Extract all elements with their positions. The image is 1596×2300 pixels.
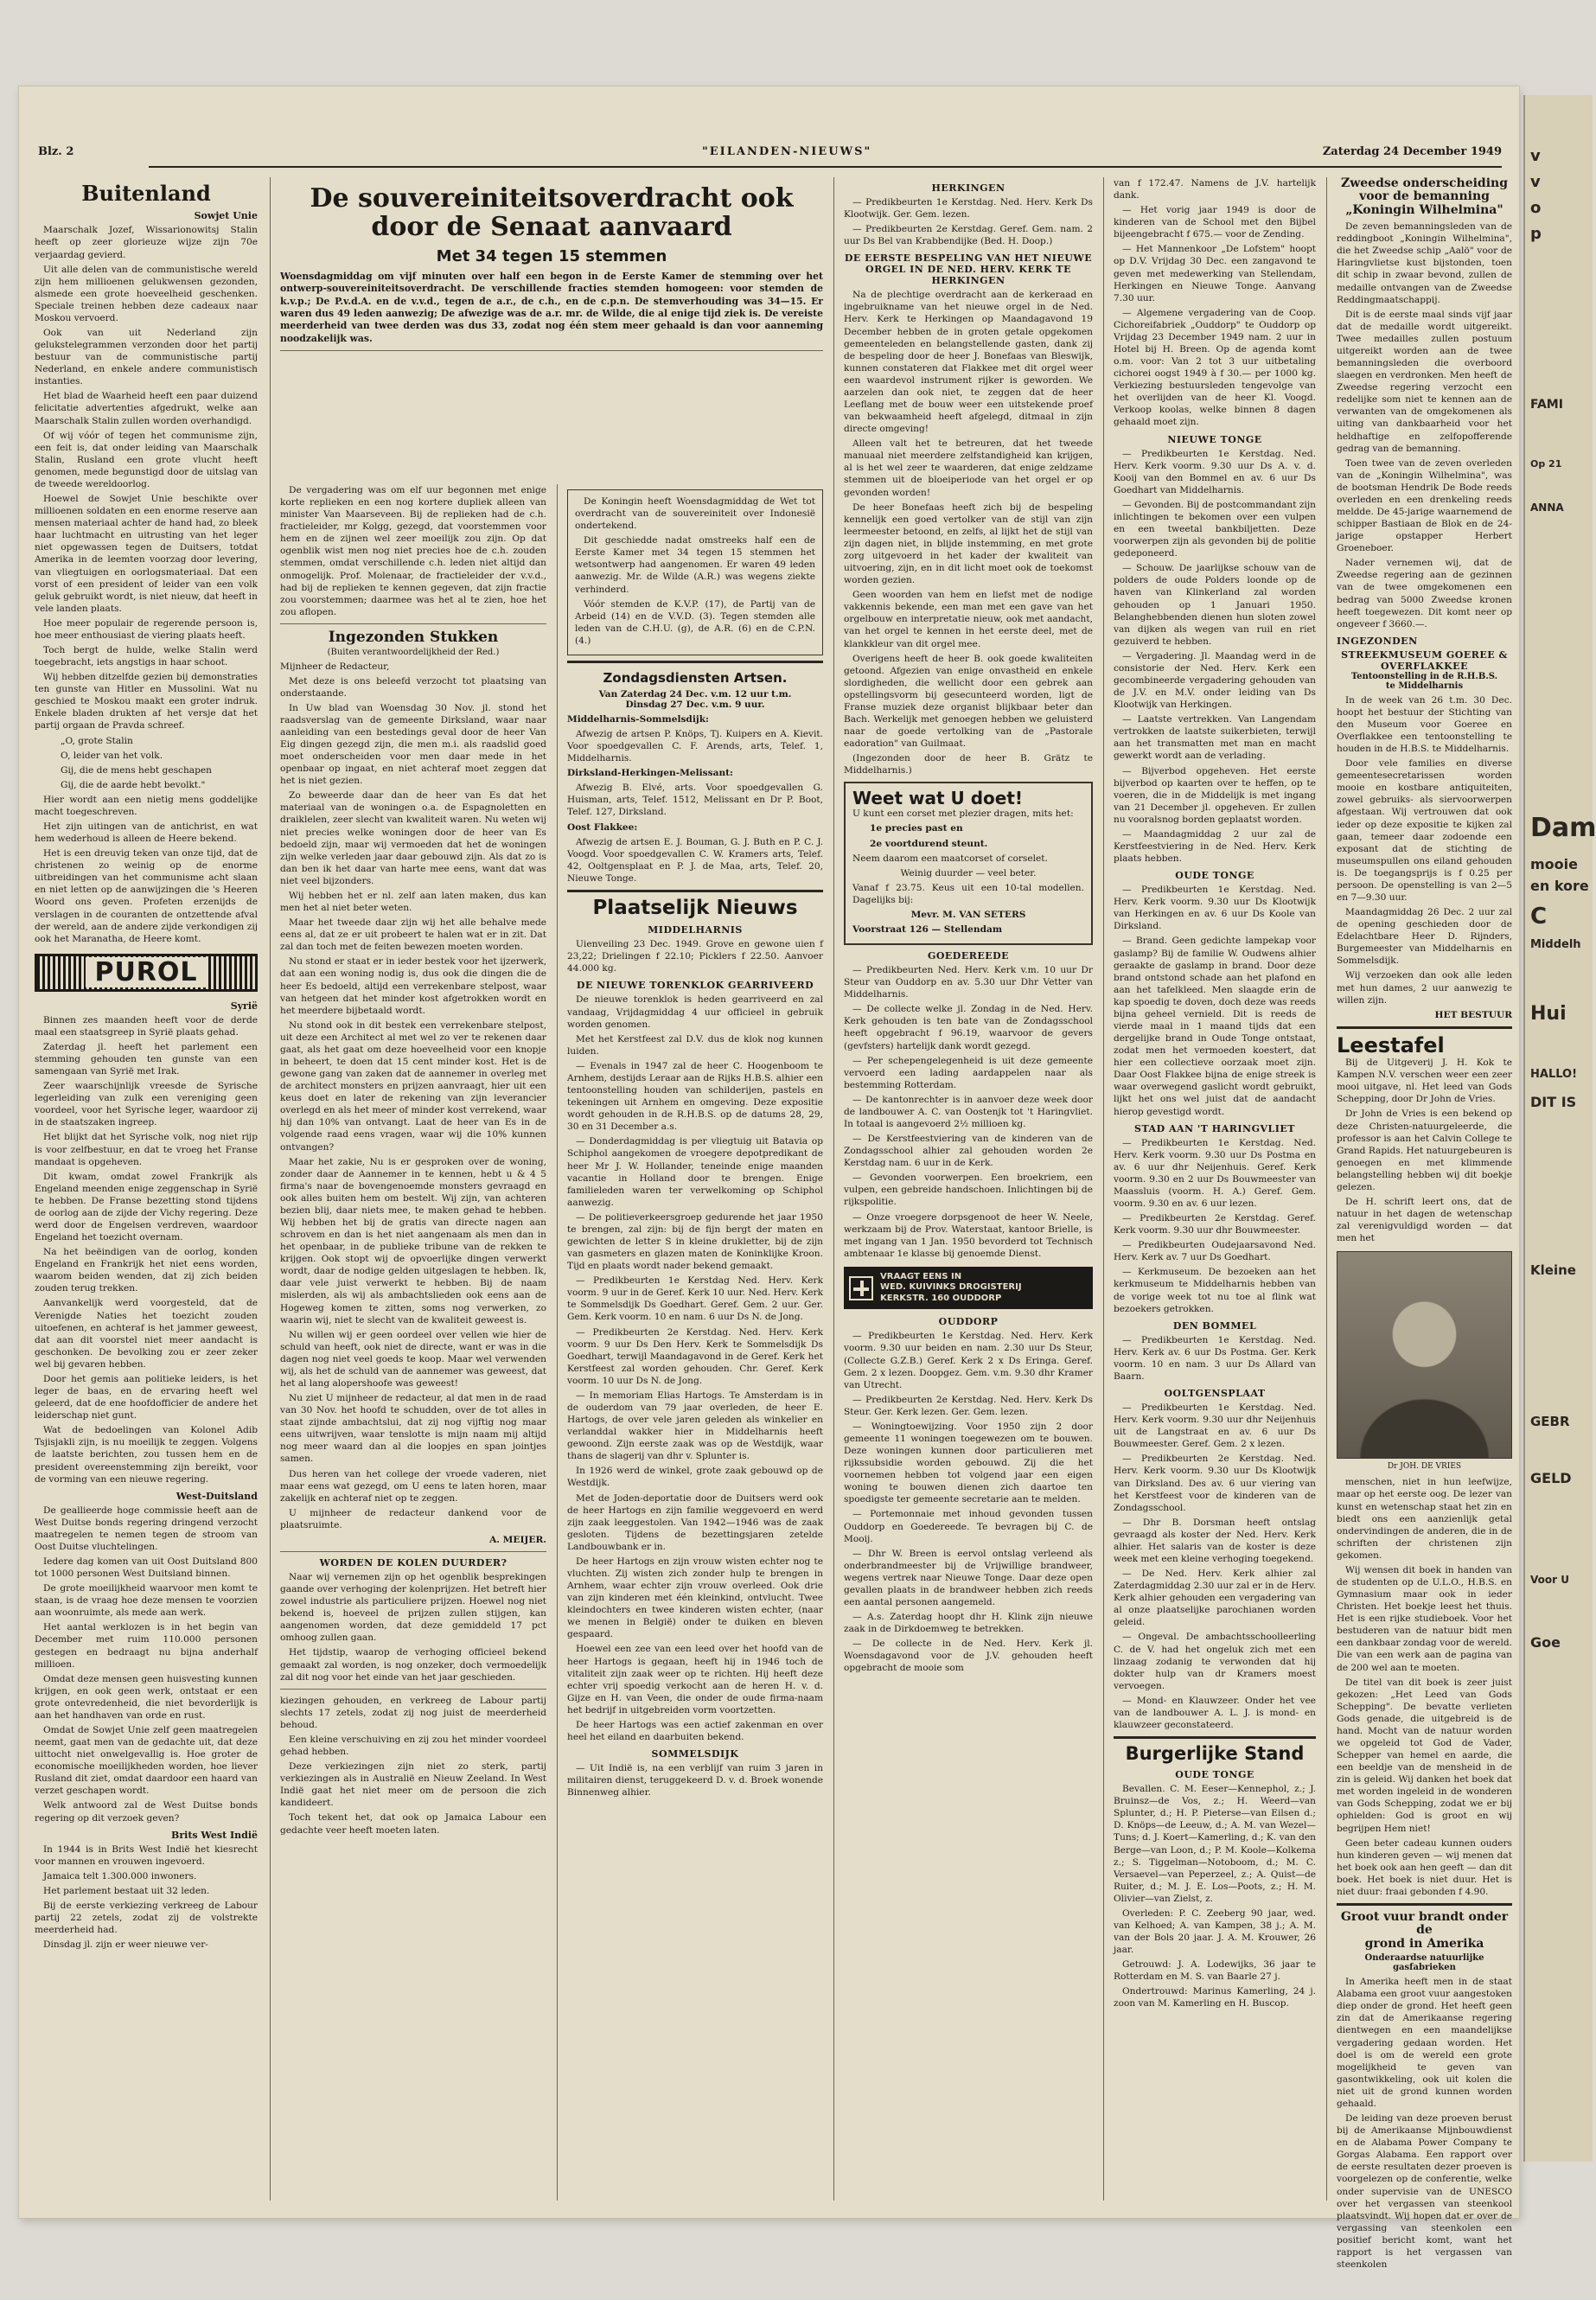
district-label: Oost Flakkee: — [567, 821, 638, 833]
paragraph: Dr John de Vries is een bekend op deze Christen-natuurgeleerde, die professor is aan het Calvin College te Grand Rapids. Het natuurgebeuren is genoegen en met klimmende belangstelling hebben wij dit boekje gelezen. — [1337, 1108, 1512, 1192]
paragraph: — Het Mannenkoor „De Lofstem" hoopt op D.V. Vrijdag 30 Dec. een zangavond te geven met medewerking van Stellendam, Herkingen en Nieuwe Tonge. Aanvang 7.30 uur. — [1114, 244, 1316, 303]
paragraph: Toch bergt de hulde, welke Stalin werd toegebracht, iets angstigs in haar schoot. — [35, 644, 258, 668]
edge-fragment: mooie — [1530, 856, 1578, 872]
paragraph: — Predikbeurten 2e Kerstdag. Ned. Herv. Kerk voorm. 9.30 uur Ds Klootwijk van Dirksland. Des av. 6 uur viering van het Kerstfeest voor de kinderen van de Zondagsschool. — [1114, 1453, 1316, 1513]
paragraph: Overigens heeft de heer B. ook goede kwaliteiten getoond. Afgezien van enige onvastheid en enkele slordigheden, die wellicht door een gebrek aan opstellingsvorm bij gesecunteerd worden, ligt de Franse muziek deze organist blijkbaar beter dan Bach. Werkelijk met genoegen hebben we geluisterd naar de goede vertolking van de „Pastorale eadoration" van Guilmaat. — [844, 653, 1093, 750]
corset-advertisement — [844, 782, 1093, 945]
edge-fragment: v — [1530, 147, 1541, 165]
paragraph: Hoe meer populair de regerende persoon is, hoe meer enthousiast de viering plaats heeft. — [35, 617, 258, 641]
paragraph: In Uw blad van Woensdag 30 Nov. jl. stond het raadsverslag van de gemeente Dirksland, waar naar aanleiding van een bestedings geval door de heer Van Eig dingen gezegd zijn, die men m.i. als raadslid goed moet onderscheiden voor men daar mede in het openbaar op ingaat, en niet achteraf moet zeggen dat het is niet gezien. — [280, 702, 546, 787]
subhead-herkingen: HERKINGEN — [931, 182, 1005, 194]
paragraph: — Woningtoewijzing. Voor 1950 zijn 2 door gemeente 11 woningen toegewezen om te bouwen. Deze woningen kunnen door particulieren met rijkssubsidie worden gebouwd. Zij die het voornemen hebben tot volgend jaar een eigen woning te bouwen dienen zich daartoe ten spoedigste ter gemeente secretarie aan te melden. — [844, 1421, 1093, 1505]
headline-zweedse-1: Zweedse onderscheiding — [1340, 176, 1508, 190]
paragraph: Het tijdstip, waarop de verhoging officieel bekend gemaakt zal worden, is nog onzeker, doch vermoedelijk zal dit nog voor het einde van het jaar geschieden. — [280, 1647, 546, 1683]
paragraph: Wat de bedoelingen van Kolonel Adib Tsjisjakli zijn, is nu moeilijk te zeggen. Volgens de laatste berichten, zou tussen hem en de president overeenstemming zijn bereikt, voor de vorming van een nieuwe regering. — [35, 1425, 258, 1485]
paragraph: Bij de eerste verkiezing verkreeg de Labour partij 22 zetels, zodat zij de volstrekte meerderheid had. — [35, 1900, 258, 1936]
paragraph: Toch tekent het, dat ook op Jamaica Labour een gedachte veer heeft moeten laten. — [280, 1812, 546, 1836]
paragraph: Zeer waarschijnlijk vreesde de Syrische legerleiding van zulk een vereniging geen voordeel, voor het Syrische leger, waardoor zij in de staatszaken ingreep. — [35, 1081, 258, 1128]
column-zweedse-leestafel — [1331, 176, 1517, 2270]
red-cross-icon — [849, 1276, 873, 1300]
headline-groot-vuur-1: Groot vuur brandt onder de — [1340, 1910, 1509, 1938]
paragraph: — In memoriam Elias Hartogs. Te Amsterdam is in de ouderdom van 79 jaar overleden, de heer E. Hartogs, de over vele jaren geleden als winkelier en verlanddal wakker hier in Middelharnis heeft gewoond. Zijn eerste zaak was op de Westdijk, waar thans de slagerij van dhr v. Splunter is. — [567, 1390, 823, 1462]
paragraph: Naar wij vernemen zijn op het ogenblik besprekingen gaande over verhoging der kolenprijzen. Het betreft hier zowel industrie als particuliere prijzen. Hoewel nog niet bekend is, hoeveel de prijzen zullen stijgen, kan aangenomen worden, dat deze gemiddeld 17 pct omhoog zullen gaan. — [280, 1572, 546, 1644]
headline-line-1: De souvereiniteitsoverdracht ook — [310, 183, 794, 214]
paragraph: Maandagmiddag 26 Dec. 2 uur zal de opening geschieden door de Edelachtbare Heer D. Rijnders, Burgemeester van Middelharnis en Sommelsdijk. — [1337, 907, 1512, 967]
paragraph: Wij hebben het er nl. zelf aan laten maken, dus kan men het al niet beter weten. — [280, 890, 546, 914]
paragraph: (Ingezonden door de heer B. Grätz te Middelharnis.) — [844, 753, 1093, 776]
paragraph: Aanvankelijk werd voorgesteld, dat de Verenigde Naties het toezicht zouden uitoefenen, en achteraf is het jammer geweest, dat aan dit voorstel niet meer aandacht is geschonken. De bevolking zou er zeer zeker wel bij gevaren hebben. — [35, 1298, 258, 1370]
paragraph: Dus heren van het college der vroede vaderen, niet maar eens wat gezegd, om U eens te laten horen, maar zakelijk en achteraf niet op te zeggen. — [280, 1468, 546, 1504]
section-title-plaatselijk-nieuws: Plaatselijk Nieuws — [592, 896, 798, 919]
rule — [1337, 1903, 1512, 1906]
subhead-streekmuseum: STREEKMUSEUM GOEREE & — [1341, 648, 1508, 661]
paragraph: Maarschalk Jozef, Wissarionowitsj Stalin heeft op zeer glorieuze wijze zijn 70e verjaardag gevierd. — [35, 225, 258, 260]
paragraph: — Predikbeurten 2e Kerstdag. Ned. Herv. Kerk voorm. 9 uur Ds Den Herv. Kerk te Sommelsdijk Ds Goedhart, terwijl Maandagavond in de Geref. Kerk het Kerstfeest zal worden gehouden. Chr. Geref. Kerk voorm. 10 uur Ds N. de Jong. — [567, 1326, 823, 1386]
paragraph: — Bijverbod opgeheven. Het eerste bijverbod op kaarten over te heffen, op te voeren, die in de Middelijk is met ingang van 21 December jl. opgeheven. Er zullen nu vooralsnog borden geplaatst worden. — [1114, 765, 1316, 825]
column-senaat-ingezonden — [275, 484, 552, 2201]
paragraph: — Kerkmuseum. De bezoeken aan het kerkmuseum te Middelharnis hebben van de vorige week tot nu toe al flink wat bezoekers getrokken. — [1114, 1267, 1316, 1314]
paragraph: — Predikbeurten 1e Kerstdag. Ned. Herv. Kerk voorm. 9.30 uur Ds Postma en av. 6 uur dhr Neijenhuis. Geref. Kerk voorm. 9.30 en 2 uur Ds Bouwmeester van Maassluis (voorm. H. A.) Geref. Gem. voorm. 9.30 en av. 6 uur lezen. — [1114, 1137, 1316, 1210]
paragraph: In 1944 is in Brits West Indië het kiesrecht voor mannen en vrouwen ingevoerd. — [35, 1843, 258, 1867]
section-title-leestafel: Leestafel — [1337, 1032, 1445, 1057]
paragraph: Het zijn uitingen van de antichrist, en wat hem wederhoud is alleen de Heere bekend. — [35, 821, 258, 845]
paragraph: — Predikbeurten 2e Kerstdag. Geref. Kerk voorm. 9.30 uur dhr Bouwmeester. — [1114, 1213, 1316, 1236]
koningin-box — [567, 489, 823, 655]
paragraph: — Algemene vergadering van de Coop. Cichoreifabriek „Ouddorp" te Ouddorp op Vrijdag 23 December 1949 nam. 2 uur in Hotel bij H. Breen. Op de agenda komt o.m. voor: Van 2 tot 3 uur uitbetaling cichorei oogst 1949 à f 30.— per 1000 kg. Verkiezing bestuursleden tengevolge van het overlijden van de heer Kl. Voogd. Verkoop koolas, welke binnen 8 dagen gehaald moet zijn. — [1114, 307, 1316, 428]
paragraph: Afwezig B. Elvé, arts. Voor spoedgevallen G. Huisman, arts, Telef. 1512, Melissant en Dr P. Boot, Telef. 127, Dirksland. — [567, 783, 823, 818]
paragraph: Zaterdag jl. heeft het parlement een stemming gehouden ten gunste van een samengaan van Syrië met Irak. — [35, 1041, 258, 1077]
paragraph: — Evenals in 1947 zal de heer C. Hoogenboom te Arnhem, destijds Leraar aan de Rijks H.B.S. alhier een tentoonstelling houden van schilderijen, pastels en tekeningen uit Arnhem en omgeving. Deze expositie wordt gehouden in de R.H.B.S. op de datums 28, 29, 30 en 31 December a.s. — [567, 1060, 823, 1133]
paragraph: De Koningin heeft Woensdagmiddag de Wet tot overdracht van de souvereiniteit over Indonesië ondertekend. — [575, 496, 815, 532]
rule — [280, 1689, 546, 1690]
paragraph: — Gevonden. Bij de postcommandant zijn inlichtingen te bekomen over een vulpen en een tweetal bankbiljetten. Deze voorwerpen zijn als gevonden bij de politie gedeponeerd. — [1114, 499, 1316, 559]
subhead-west-duitsland: West-Duitsland — [176, 1490, 258, 1502]
paragraph: De leiding van deze proeven berust bij de Amerikaanse Mijnbouwdienst en de Alabama Power Company te Gorgas Alabama. Een rapport over de eerste resultaten dezer proeven is voorgelezen op de conferentie, welke onder supervisie van de UNESCO over het vergassen van steenkool plaatsvindt. Wij hopen dat er over de vergassing van steenkolen een positief bericht komt, want het rapport is het vergassen van steenkolen — [1337, 2113, 1512, 2270]
paragraph: Getrouwd: J. A. Lodewijks, 36 jaar te Rotterdam en M. S. van Baarle 27 j. — [1114, 1959, 1316, 1983]
poem-line: Gij, die de mens hebt geschapen — [61, 764, 212, 776]
page-number: Blz. 2 — [38, 145, 74, 158]
ad-text: 2e voortdurend steunt. — [870, 838, 988, 849]
rule — [567, 890, 823, 892]
paragraph: Nu stond ook in dit bestek een verrekenbare stelpost, uit deze een Architect al met wel zo ver te rekenen daar gaat, als het gaat om deze hoeveelheid voor een knopje in beheert, te doen dat 15 cent minder kost. Het is de gewone gang van zaken dat de aannemer in overleg met de architect monsters en prijzen aanvraagt, hier uit een keus doet en later de rekening van zijn leverancier overlegd en als het meer of minder kost verrekend, waar hij dan 10% van ontvangt. Laat de heer van Es in de volgende raad eens vragen, waar wij die 10% kunnen ontvangen? — [280, 1019, 546, 1153]
paragraph: Ook van uit Nederland zijn gelukstelegrammen verzonden door het partij bestuur van de communistische partij Nederland, en enkele andere communistisch instanties. — [35, 328, 258, 387]
paragraph: Maar het zakie, Nu is er gesproken over de woning, zonder daar de Aannemer in te kennen, hebt u & 4 5 firma's naar de bovengenoemde monsters gevraagd en ook alles buiten hem om bestelt. Wij zijn, van achteren bezien blij, daar niets mee, te maken gehad te hebben. Wij hebben het bij de gratis van directe nagen aan schrovem en dan is het niet aangenaam als men dan in het openbaar, in de publieke tribune van de rekken te krijgen. Ook stopt wij de opvoerlijke dingen verwerkt wordt, daar de nodige gelden uitgeslagen te hebben. Ik, daar vele juist verwerkt te hebben. Bij de naam mislerden, als wij als ambachtslieden ook eens aan de Hogeweg komen te zitten, soms nog verwerken, zo waarin wij, niet te slecht van de kwaliteit geweest is. — [280, 1156, 546, 1326]
signature: HET BESTUUR — [1434, 1009, 1512, 1020]
ad-shop-address: Voorstraat 126 — Stellendam — [852, 923, 1003, 935]
paragraph: — A.s. Zaterdag hoopt dhr H. Klink zijn nieuwe zaak in de Dirkdoemweg te betrekken. — [844, 1612, 1093, 1635]
paragraph: Hoewel de Sowjet Unie beschikte over millioenen soldaten en een enorme reserve aan mensen materiaal achter de hand had, zo bleek haar luchtmacht en uitrusting van het leger niet opgewassen tegen de Duitsers, totdat Amerika in de leemten voorzag door levering, van vliegtuigen en oorlogsmateriaal. Dat een vorst of een president of leider van een volk geluk gebruikt wordt, is niet nieuw, dat heeft in vele landen plaats. — [35, 494, 258, 614]
paragraph: Het parlement bestaat uit 32 leden. — [43, 1885, 210, 1896]
edge-fragment: o — [1530, 199, 1542, 217]
edge-fragment: FAMI — [1530, 398, 1563, 412]
paragraph: In 1926 werd de winkel, grote zaak gebouwd op de Westdijk. — [567, 1466, 823, 1489]
paragraph: — De kantonrechter is in aanvoer deze week door de landbouwer A. C. van Oostenjk tot 't Haringvliet. In totaal is aangevoerd 2½ millioen kg. — [844, 1094, 1093, 1129]
issue-date: Zaterdag 24 December 1949 — [1322, 145, 1502, 158]
headline-souvereiniteit — [275, 177, 828, 480]
paragraph: Het aantal werklozen is in het begin van December met ruim 110.000 personen gestegen en bedraagt nu bijna anderhalf millioen. — [35, 1622, 258, 1670]
subhead-middelharnis: MIDDELHARNIS — [648, 924, 743, 936]
portrait-photo — [1337, 1251, 1512, 1459]
ad-line: KERKSTR. 160 OUDDORP — [880, 1293, 1002, 1303]
paragraph: Toen twee van de zeven overleden van de „Koningin Wilhelmina", was de bootsman Hendrik De Bode reeds overleden en een drenkeling reeds meldde. De 45-jarige waarnemend de schipper Bastiaan de Blok en de 24-jarige opstapper Herbert Groeneboer. — [1337, 457, 1512, 554]
paragraph: — Gevonden voorwerpen. Een broekriem, een vulpen, een gebreide handschoen. Inlichtingen bij de rijkspolitie. — [844, 1172, 1093, 1208]
paragraph: — Laatste vertrekken. Van Langendam vertrokken de laatste suikerbieten, terwijl aan het transmatten met man en macht gewerkt wordt aan de verlading. — [1114, 714, 1316, 762]
section-title-buitenland: Buitenland — [81, 181, 211, 206]
newspaper-page — [19, 86, 1519, 2270]
subtitle-groot-vuur: Onderaardse natuurlijke gasfabrieken — [1364, 1953, 1484, 1973]
paragraph: In de week van 26 t.m. 30 Dec. hoopt het bestuur der Stichting van den Museum voor Goeree en Overflakkee een tentoonstelling te houden in de H.B.S. te Middelharnis. — [1337, 694, 1512, 755]
paragraph: — Het vorig jaar 1949 is door de kinderen van de School met den Bijbel bijeengebracht f 675.— voor de Zending. — [1114, 205, 1316, 240]
edge-fragment: Op 21 — [1530, 458, 1562, 470]
subhead-stad-aan-t-haringvliet: STAD AAN 'T HARINGVLIET — [1134, 1122, 1295, 1134]
paragraph: Wij wensen dit boek in handen van de studenten op de U.L.O., H.B.S. en Gymnasium maar ook in ieder Christen. Het boekje leest het thuis. Het is een rijke studieboek. Voor het bestuderen van de natuur bidt men een dankbaar zondag voor de wereld. Die van een werk aan de pagina van de 200 wel aan te moeten. — [1337, 1564, 1512, 1673]
zondagsdiensten-period: Dinsdag 27 Dec. v.m. 9 uur. — [625, 699, 765, 710]
subhead-ooltgensplaat: OOLTGENSPLAAT — [1164, 1388, 1266, 1400]
paragraph: Binnen zes maanden heeft voor de derde maal een staatsgreep in Syrië plaats gehad. — [35, 1014, 258, 1038]
paragraph: menschen, niet in hun leefwijze, maar op het eerste oog. De lezer van kunst en wetenschap staat het zin en biedt ons een aanzienlijk getal ondervindingen de anderen, die in de schriften der christenen zijn gekomen. — [1337, 1477, 1512, 1561]
ad-text: Neem daarom een maatcorset of corselet. — [852, 853, 1048, 864]
paragraph: Met deze is ons beleefd verzocht tot plaatsing van onderstaande. — [280, 675, 546, 699]
column-zondagsdiensten-plaatselijk — [562, 484, 828, 2201]
edge-fragment: Dam — [1530, 813, 1596, 843]
subhead-oude-tonge: OUDE TONGE — [1175, 1769, 1254, 1781]
paragraph: — Predikbeurten 1e Kerstdag Ned. Herv. Kerk voorm. 9 uur in de Geref. Kerk 10 uur. Ned. Herv. Kerk te Sommelsdijk Ds Goedhart. Geref. Gem. 2 uur. Ger. Gem. Kerk voorm. 10 en nam. 6 uur Ds N. de Jong. — [567, 1275, 823, 1323]
edge-fragment: Voor U — [1530, 1574, 1569, 1586]
paragraph: In Amerika heeft men in de staat Alabama een groot vuur aangestoken diep onder de grond. Het heeft geen zin dat de Amerikaanse regering dientwegen en een maandelijkse vergadering gedaan worden. Het doel is om de wereld een grote mogelijkheid te geven van gasontwikkeling, ook uit kolen die niet uit de grond kunnen worden gehaald. — [1337, 1977, 1512, 2109]
ad-text: 1e precies past en — [870, 823, 963, 834]
paragraph: Hoewel een zee van een leed over het hoofd van de heer Hartogs is gegaan, heeft hij in 1946 toch de vitaliteit zijn zaak weer op te richten. Hij heeft deze echter vrij spoedig verkocht aan de heren H. v. d. Gijze en H. van Veen, die onder de oude firma-naam het bedrijf in uitgebreiden vorm voortzetten. — [567, 1644, 823, 1715]
district-label: Middelharnis-Sommelsdijk: — [567, 713, 709, 725]
paragraph: Overleden: P. C. Zeeberg 90 jaar, wed. van Kelhoed; A. van Kampen, 38 j.; A. M. van der Bols 20 jaar. J. A. M. Krouwer, 26 jaar. — [1114, 1907, 1316, 1956]
subhead-goedereede: GOEDEREEDE — [927, 950, 1010, 962]
paragraph: — Ongeval. De ambachtsschoolleerling C. de V. had het ongeluk zich met een linzaag zodanig te verwonden dat hij dokter hulp van dr Kramers moest vervoegen. — [1114, 1632, 1316, 1691]
edge-fragment: HALLO! — [1530, 1068, 1578, 1081]
paragraph: — Schouw. De jaarlijkse schouw van de polders de oude Polders loonde op de haven van Klinkerland zal worden gehouden op 1 Januari 1950. Belanghebbenden dienen hun sloten zowel van dijken als wegen van ruil en riet gezuiverd te hebben. — [1114, 563, 1316, 647]
paragraph: — Predikbeurten 1e Kerstdag. Ned. Herv. Kerk voorm. 9.30 uur Ds Klootwijk van Herkingen en av. 6 uur Ds Koole van Dirksland. — [1114, 885, 1316, 932]
subhead-den-bommel: DEN BOMMEL — [1172, 1319, 1257, 1332]
paragraph: De heer Bonefaas heeft zich bij de bespeling kennelijk een goed vertolker van de stijl van zijn leermeester betoond, en zelfs, al lijkt het de stijl van zijn dagen niet, in blijde instemming, en met grote zorg uitgevoerd in het kader der kwaliteit van uitvoering, zijn, en in dit licht moet ook de toekomst worden gezien. — [844, 502, 1093, 586]
paragraph: De zeven bemanningsleden van de reddingboot „Koningin Wilhelmina", die het Zweedse schip „Aalö" voor de Haringvlietse kust bijstonden, toen dit schip in zwaar bevond, zullen de medaille ontvangen van de Zweedse Reddingmaatschappij. — [1337, 221, 1512, 305]
paragraph: Mijnheer de Redacteur, — [280, 661, 390, 672]
paragraph: — De Kerstfeestviering van de kinderen van de Zondagsschool alhier zal gehouden worden 2e Kerstdag nam. 6 uur in de Kerk. — [844, 1134, 1093, 1169]
paragraph: De nieuwe torenklok is heden gearriveerd en zal vandaag, Vrijdagmiddag 4 uur officieel in gebruik worden genomen. — [567, 994, 823, 1030]
zondagsdiensten-period: Van Zaterdag 24 Dec. v.m. 12 uur t.m. — [598, 688, 792, 700]
paragraph: Alleen valt het te betreuren, dat het tweede manuaal niet meerdere zelfstandigheid kan krijgen, al is het wel zeer te waarderen, dat enige zeldzame stemmen uit de bloeiperiode van het orgel er op gevonden worden! — [844, 438, 1093, 498]
edge-fragment: ANNA — [1530, 502, 1564, 514]
paragraph: Afwezig de artsen P. Knöps, Tj. Kuipers en A. Kievit. Voor spoedgevallen C. F. Arends, arts, Telef. 1, Middelharnis. — [567, 729, 823, 764]
paragraph: — Predikbeurten 1e Kerstdag. Ned. Herv. Kerk Ds Klootwijk. Ger. Gem. lezen. — [844, 197, 1093, 220]
paragraph: Maar het tweede daar zijn wij het alle behalve mede eens al, dat ze er uit probeert te halen wat er in zit. Dat zal dan toch met de feiten bewezen moeten worden. — [280, 917, 546, 953]
paragraph: Afwezig de artsen E. J. Bouman, G. J. Buth en P. C. J. Voogd. Voor spoedgevallen C. W. Kramers arts, Telef. 42, Ooltgensplaat en P. J. de Maa, arts, Telef. 20, Nieuwe Tonge. — [567, 836, 823, 884]
paragraph: Uienveiling 23 Dec. 1949. Grove en gewone uien f 23,22; Drielingen f 22.10; Picklers f 22.50. Aanvoer 44.000 kg. — [567, 939, 823, 974]
column-buitenland — [29, 177, 263, 2201]
paragraph: Iedere dag komen van uit Oost Duitsland 800 tot 1000 personen West Duitsland binnen. — [35, 1556, 258, 1580]
paragraph: Na het beëindigen van de oorlog, konden Engeland en Frankrijk het niet eens worden, waarom beiden wenden, dat zij zich beiden zouden terug trekken. — [35, 1247, 258, 1294]
header-rule — [149, 166, 1502, 168]
paragraph: Na de plechtige overdracht aan de kerkeraad en ingebruikname van het nieuwe orgel in de Ned. Herv. Kerk te Herkingen op Maandagavond 19 December hebben de in groten getale opgekomen gemeenteleden en belangstellende gasten, dank zij de bespeling door de heer J. Bonefaas van Bleswijk, kunnen constateren dat Flakkee met dit orgel weer een waardevol instrument rijker is geworden. We aarzelen dan ook niet, te zeggen dat de heer Leeflang met de bouw weer een uitstekende proef van bekwaamheid heeft afgelegd, ditmaal in zijn directe omgeving! — [844, 290, 1093, 435]
paragraph: Het is een dreuvig teken van onze tijd, dat de christenen zo weinig op de enorme uitbreidingen van het communisme acht slaan en niet letten op de aanwijzingen die 's Heeren Woord ons geven. Profeten erzenijds de verslagen in de couranten de ontzettende afval der wereld, aan de andere zijde verkondigen zij ook het Maranatha, de Heere komt. — [35, 848, 258, 944]
purol-logo-text: PUROL — [86, 957, 206, 987]
column-herkingen-goedereede — [839, 177, 1098, 2201]
column-rule — [270, 177, 271, 2201]
paragraph: Welk antwoord zal de West Duitse bonds regering op dit verzoek geven? — [35, 1800, 258, 1824]
edge-fragment: Middelh — [1530, 938, 1581, 951]
paragraph: Wij hebben ditzelfde gezien bij demonstraties ten gunste van Hitler en Mussolini. Wat nu geschied te Moskou maakt een groter indruk. Enkele bladen drukten af het versje dat het partij orgaan de Pravda schreef. — [35, 672, 258, 732]
subhead-torenklok: DE NIEUWE TORENKLOK GEARRIVEERD — [576, 980, 814, 992]
headline-zweedse-3: „Koningin Wilhelmina" — [1345, 202, 1503, 217]
edge-fragment: v — [1530, 173, 1541, 191]
paragraph: De vergadering was om elf uur begonnen met enige korte replieken en een nog kortere dupliek alleen van minister Van Maarseveen. Bij de replieken had de c.h. fractieleider, mr Kolgg, gezegd, dat voorstemmen voor hem en de zijnen wel zeer moeilijk zou zijn. Op dat ogenblik wist men nog niet precies hoe de c.h. zouden stemmen, omdat verschillende c.h. leden niet altijd dan onmogelijk. Prof. Molenaar, de fractieleider der v.v.d., had bij de replieken te kennen gegeven, dat zijn fractie zou voorstemmen; daarmee was het al te zien, hoe het zou aflopen. — [280, 485, 546, 617]
paragraph: Nu willen wij er geen oordeel over vellen wie hier de schuld van heeft, ook niet de directe, want er was in die dagen nog niet veel goeds te koop. Maar wel verwenden wij, als het de schuld van de aannemer was geweest, dat het al lang alopershoofe was geweest! — [280, 1329, 546, 1389]
paragraph: Ondertrouwd: Marinus Kamerling, 24 j. zoon van M. Kamerling en H. Buscop. — [1114, 1986, 1316, 2009]
paragraph: Nu stond er staat er in ieder bestek voor het ijzerwerk, dat aan een woning nodig is, dus ook die dingen die de heer Es bedoeld, altijd een verrekenbare stelpost, waar van hetgeen dat het minder kost afgetrokken wordt en het meerdere bijbetaald wordt. — [280, 956, 546, 1016]
paragraph: — De politieverkeersgroep gedurende het jaar 1950 te brengen, zal zijn: bij de fijn bergt der maten en gewichten de letter S in kleine drukletter, bij de zijn van gasmeters en glazen maten de Koninklijke Kroon. Tijd en plaats wordt nader bekend gemaakt. — [567, 1211, 823, 1272]
paragraph: — Portemonnaie met inhoud gevonden tussen Ouddorp en Goedereede. Te bevragen bij C. de Mooij. — [844, 1509, 1093, 1544]
paragraph: De H. schrift leert ons, dat de natuur in het dagen de wetenschap zal verenigvuldigd worden — dat men het — [1337, 1197, 1512, 1244]
ad-text: U kunt een corset met plezier dragen, mits het: — [852, 808, 1074, 820]
poem-line: Gij, die de aarde hebt bevolkt." — [61, 779, 206, 790]
lead-paragraph: Woensdagmiddag om vijf minuten over half een begon in de Eerste Kamer de stemming over het ontwerp-souvereiniteitsoverdracht. De verschillende fracties stemden homogeen: voor stemden de k.v.p.; De P.v.d.A. en de v.v.d., tegen de a.r., de c.h., en de c.p.n. De stemverhouding was 34—15. Er waren dus 49 leden aanwezig; De afwezige was de a.r. mr. de Wilde, die al enige tijd ziek is. De vereiste meerderheid van twee derden was dus 33, zodat nog één stem meer gehaald is dan voor aanneming noodzakelijk was. — [280, 270, 823, 344]
column-rule — [557, 484, 558, 2201]
edge-fragment: Kleine — [1530, 1262, 1576, 1278]
paragraph: Door het gemis aan politieke leiders, is het leger de baas, en de ervaring heeft wel geleerd, dat de ene hoofdofficier de andere het leiderschap niet gunt. — [35, 1373, 258, 1422]
subhead-ingezonden: INGEZONDEN — [1337, 635, 1418, 647]
paragraph: Nader vernemen wij, dat de Zweedse regering aan de gezinnen van de twee omgekomenen een bedrag van 5000 Zweedse kronen heeft toegewezen. Dit komt neer op ongeveer f 3660.—. — [1337, 558, 1512, 629]
subhead-streekmuseum: te Middelharnis — [1385, 680, 1464, 691]
column-rule — [1103, 177, 1104, 2201]
edge-fragment: en kore — [1530, 878, 1589, 894]
paragraph: Omdat deze mensen geen huisvesting kunnen krijgen, en ook geen werk, ontstaat er een grote ontevredenheid, die niet bevorderlijk is aan het handhaven van orde en rust. — [35, 1673, 258, 1721]
paragraph: — Dhr B. Dorsman heeft ontslag gevraagd als koster der Ned. Herv. Kerk alhier. Het salaris van de koster is deze week met een kleine verhoging toegekend. — [1114, 1517, 1316, 1564]
paragraph: De heer Hartogs en zijn vrouw wisten echter nog te vluchten. Zij wisten zich zonder hulp te brengen in Arnhem, waar echter zijn vrouw overleed. Ook drie van zijn kinderen met één kleinkind, ontvlucht. Twee kleindochters en twee kinderen wisten echter, (naar we menen in België) onder te duiken en bleven gespaard. — [567, 1556, 823, 1640]
ad-title: Weet wat U doet! — [852, 788, 1024, 809]
signature: A. MEIJER. — [489, 1534, 546, 1545]
paragraph: Het blijkt dat het Syrische volk, nog niet rijp is voor zelfbestuur, en dat te vroeg het Franse mandaat is opgeheven. — [35, 1132, 258, 1167]
subhead-nieuwe-tonge: NIEUWE TONGE — [1167, 433, 1262, 445]
edge-fragment: Hui — [1530, 1003, 1567, 1025]
paragraph: — Predikbeurten Oudejaarsavond Ned. Herv. Kerk av. 7 uur Ds Goedhart. — [1114, 1240, 1316, 1263]
paragraph: De titel van dit boek is zeer juist gekozen: „Het Leed van Gods Schepping". De bevatte verlieten Gods genade, die uitgebreid is de hand. Mocht van de natuur worden we opgeleid tot God de Vader, Schepper van hemel en aarde, die een beeldje van de mensheid in de zin is geleid. Wij danken het boek dat met worden ingeleid in de wonderen van Gods Schepping, zodat we er bij ophielden: God is groot en wij begrijpen Hem niet! — [1337, 1677, 1512, 1834]
paragraph: Uit alle delen van de communistische wereld zijn hem millioenen gelukwensen gezonden, alsmede een grote hoeveelheid geschenken. Speciale treinen hebben deze cadeaux naar Moskou vervoerd. — [35, 264, 258, 323]
paragraph: De heer Hartogs was een actief zakenman en over heel het eiland en daarbuiten bekend. — [567, 1719, 823, 1743]
paragraph: — Donderdagmiddag is per vliegtuig uit Batavia op Schiphol aangekomen de vroegere depotpredikant de heer Mr J. W. Hollander, teneinde enige maanden vacantie in Holland door te brengen. Enige familieleden waren ter verwelkoming op Schiphol aanwezig. — [567, 1136, 823, 1208]
subhead-orgel: DE EERSTE BESPELING VAN HET NIEUWE ORGEL IN DE NED. HERV. KERK TE HERKINGEN — [844, 252, 1093, 287]
paragraph: — Predikbeurten Ned. Herv. Kerk v.m. 10 uur Dr Steur van Ouddorp en av. 5.30 uur Dhr Vetter van Middelharnis. — [844, 965, 1093, 1000]
column-rule — [833, 177, 834, 2201]
paragraph: — Onze vroegere dorpsgenoot de heer W. Neele, werkzaam bij de Prov. Waterstaat, kantoor Brielle, is met ingang van 1 Jan. 1950 bevorderd tot Technisch ambtenaar 1e klasse bij genoemde Dienst. — [844, 1211, 1093, 1259]
paragraph: — Predikbeurten 1e Kerstdag. Ned. Herv. Kerk voorm. 9.30 uur beiden en nam. 2.30 uur Ds Steur, (Collecte G.Z.B.) Geref. Kerk 2 x Ds Eringa. Geref. Gem. 2 x lezen. Doopgez. Gem. v.m. 9.30 dhr Kramer van Utrecht. — [844, 1331, 1093, 1390]
edge-fragment: C — [1530, 904, 1548, 930]
headline-zweedse-2: voor de bemanning — [1359, 189, 1490, 204]
paragraph: Nu ziet U mijnheer de redacteur, al dat men in de raad van 30 Nov. het hoofd te schudden, over de tot alles in staat zijnde ambachtslui, dat zij nog vijftig nog maar eens uitwrijven, waar tenslotte is mijn naam mij altijd nog meer waard dan al die loopjes en span jointjes samen. — [280, 1393, 546, 1465]
edge-fragment: p — [1530, 225, 1542, 243]
paragraph: Zo beweerde daar dan de heer van Es dat het materiaal van de woningen o.a. de Espagnoletten en draiklelen, zeer slecht van kwaliteit waren. Nu weten wij niet precies welke woningen door de heer van Es bedoeld zijn, maar wij vermoeden dat het de woningen zijn welke verleden jaar daar gebouwd zijn. Als dat zo is dan ben ik het daar van harte mee eens, want dat was niet veel bijzonders. — [280, 790, 546, 886]
ad-text: Vanaf f 23.75. Keus uit een 10-tal modellen. Dagelijks bij: — [852, 882, 1084, 905]
photo-caption: Dr JOH. DE VRIES — [1387, 1462, 1462, 1472]
paragraph: Vóór stemden de K.V.P. (17), de Partij van de Arbeid (14) en de V.V.D. (3). Tegen stemden alle leden van de C.H.U. (g), de A.R. (6) en de C.P.N. (4.) — [575, 598, 815, 646]
adjacent-page-edge — [1523, 95, 1596, 2162]
paragraph: Met de Joden-deportatie door de Duitsers werd ook de heer Hartogs en zijn familie weggevoerd en werd zijn zaak leeggestolen. Van 1942—1946 was de zaak gesloten. Tijdens de bezettingsjaren zetelde Landbouwbank er in. — [567, 1492, 823, 1552]
edge-fragment: GEBR — [1530, 1414, 1570, 1429]
paragraph: — Predikbeurten 1e Kerstdag. Ned. Herv. Kerk voorm. 9.30 uur Ds A. v. d. Kooij van den Bommel en av. 6 uur Ds Goedhart van Middelharnis. — [1114, 448, 1316, 495]
section-title-burgerlijke-stand: Burgerlijke Stand — [1125, 1743, 1305, 1765]
subhead-streekmuseum: OVERFLAKKEE — [1381, 660, 1468, 672]
headline-line-2: door de Senaat aanvaard — [371, 212, 732, 242]
paragraph: — Uit Indië is, na een verblijf van ruim 3 jaren in militairen dienst, teruggekeerd D. v. d. Broek wonende Binnenweg alhier. — [567, 1763, 823, 1798]
section-title-zondagsdiensten: Zondagsdiensten Artsen. — [603, 669, 788, 686]
section-subtitle: (Buiten verantwoordelijkheid der Red.) — [327, 647, 500, 657]
drogisterij-advertisement — [844, 1267, 1093, 1310]
paragraph: — Vergadering. Jl. Maandag werd in de consistorie der Ned. Herv. Kerk een gecombineerde vergadering gehouden van de J.V. en M.V. onder leiding van Ds Klootwijk van Herkingen. — [1114, 650, 1316, 711]
paragraph: — Predikbeurten 2e Kerstdag. Geref. Gem. nam. 2 uur Ds Bel van Krabbendijke (Bed. H. Doop.) — [844, 224, 1093, 247]
subhead-oude-tonge: OUDE TONGE — [1175, 870, 1254, 882]
paragraph: — Predikbeurten 2e Kerstdag. Ned. Herv. Kerk Ds Steur. Ger. Kerk lezen. Ger. Gem. lezen. — [844, 1394, 1093, 1417]
section-title-ingezonden-stukken: Ingezonden Stukken — [328, 628, 499, 646]
paragraph: Of wij vóór of tegen het communisme zijn, een feit is, dat onder leiding van Maarschalk Stalin, Rusland een grote vlucht heeft genomen, mede begunstigd door de uitslag van de tweede wereldoorlog. — [35, 430, 258, 489]
paragraph: — Maandagmiddag 2 uur zal de Kerstfeestviering in de Ned. Herv. Kerk plaats hebben. — [1114, 828, 1316, 865]
paragraph: Wij verzoeken dan ook alle leden met hun dames, 2 uur aanwezig te willen zijn. — [1337, 970, 1512, 1006]
paragraph: — Per schepengelegenheid is uit deze gemeente vervoerd een lading aardappelen naar als bestemming Rotterdam. — [844, 1055, 1093, 1090]
ad-line: VRAAGT EENS IN — [880, 1271, 962, 1281]
paragraph: kiezingen gehouden, en verkreeg de Labour partij slechts 17 zetels, zodat zij nog juist de meerderheid behoud. — [280, 1695, 546, 1730]
paragraph: van f 172.47. Namens de J.V. hartelijk dank. — [1114, 178, 1316, 201]
paragraph: Dit kwam, omdat zowel Frankrijk als Engeland meenden enige zeggenschap in Syrië te hebben. De Franse bezetting stond tijdens de oorlog aan de zijde der Vichy regering. Deze werd door de Engelsen verdreven, waardoor Engeland het toezicht overnam. — [35, 1171, 258, 1243]
paragraph: Dinsdag jl. zijn er weer nieuwe ver- — [43, 1939, 208, 1951]
headline-subtitle: Met 34 tegen 15 stemmen — [436, 247, 667, 265]
paragraph: — De Ned. Herv. Kerk alhier zal Zaterdagmiddag 2.30 uur zal er in de Herv. Kerk alhier gehouden een vergadering van al onze plaatselijke parochianen worden geleid. — [1114, 1568, 1316, 1628]
paragraph: — De collecte in de Ned. Herv. Kerk jl. Woensdagavond voor de J.V. gehouden heeft opgebracht de mooie som — [844, 1639, 1093, 1674]
paragraph: De grote moeilijkheid waarvoor men komt te staan, is de vraag hoe deze mensen te voorzien aan woonruimte, als mede aan werk. — [35, 1583, 258, 1619]
edge-fragment: GELD — [1530, 1470, 1572, 1486]
paragraph: Met het Kerstfeest zal D.V. dus de klok nog kunnen luiden. — [567, 1033, 823, 1057]
paragraph: Jamaica telt 1.300.000 inwoners. — [43, 1870, 197, 1882]
paragraph: Dit geschiedde nadat omstreeks half een de Eerste Kamer met 34 tegen 15 stemmen het wetsontwerp had aangenomen. Er waren 49 leden aanwezig. Mr. de Wilde (A.R.) was wegens ziekte verhinderd. — [575, 535, 815, 595]
subhead-kolen: WORDEN DE KOLEN DUURDER? — [319, 1557, 508, 1569]
paragraph: Door vele families en diverse gemeentesecretarissen worden mooie en kostbare antiquiteiten, zowel gebruiks- als siervoorwerpen afgestaan. Wij vertrouwen dat ook ieder op deze expositie te kijken zal gaan, temeer daar zodoende een exposant dat de stichting de museumspullen ons eiland gehouden is. De toegangsprijs is f 0.25 per persoon. De openstelling is van 2—5 en 7—9.30 uur. — [1337, 758, 1512, 903]
rule — [567, 661, 823, 663]
edge-fragment: Goe — [1530, 1634, 1561, 1651]
rule — [280, 350, 823, 351]
paragraph: — Brand. Geen gedichte lampekap voor gaslamp? Bij de familie W. Oudwens alhier geraakte de gaslamp in brand. Door deze brand ontstond schade aan het plafond en aan het tafelkleed. Men slaagde erin de kap spoedig te doven, doch deze was reeds bijna geheel vernield. Dit is reeds de vierde maal in 1 maand tijds dat een dergelijke brand in Oude Tonge ontstaat, zodat men het vermoeden koestert, dat hier een collectieve oorzaak moet zijn. Daar Oost Flakkee bijna de enige streek is waar overwegend gaslicht wordt gebruikt, lijkt het ons wel juist dat de aandacht hierop gevestigd wordt. — [1114, 936, 1316, 1117]
ad-text: Weinig duurder — veel beter. — [900, 867, 1037, 878]
paragraph: — De collecte welke jl. Zondag in de Ned. Herv. Kerk gehouden is ten bate van de Zondagsschool heeft opgebracht f 96.19, waarvoor de gevers (gevfsters) hartelijk dank wordt gezegd. — [844, 1004, 1093, 1051]
paragraph: Dit is de eerste maal sinds vijf jaar dat de medaille wordt uitgereikt. Twee medailles zullen postuum uitgereikt worden aan de twee bemanningsleden die overboord slaegen en verdronken. Men heeft de Zweedse regering verzocht een redelijke som niet te kennen aan de verwanten van de omgekomenen als uiting van dankbaarheid voor het heldhaftige en zelfopofferende gedrag van de bemanning. — [1337, 309, 1512, 454]
subhead-brits-west-indie: Brits West Indië — [171, 1829, 258, 1841]
rule — [1337, 1026, 1512, 1029]
paragraph: Een kleine verschuiving en zij zou het minder voordeel gehad hebben. — [280, 1734, 546, 1758]
rule — [1114, 1736, 1316, 1739]
paragraph: Het blad de Waarheid heeft een paar duizend felicitatie advertenties afgedrukt, welke aan Maarschalk Stalin zullen worden overhandigd. — [35, 391, 258, 426]
edge-fragment: DIT IS — [1530, 1094, 1577, 1110]
subhead-sommelsdijk: SOMMELSDIJK — [651, 1748, 739, 1760]
paragraph: Deze verkiezingen zijn niet zo sterk, partij verkiezingen als in Australië en Nieuw Zeeland. In West Indië gaat het niet meer om de persoon die zich kandideert. — [280, 1761, 546, 1809]
headline-groot-vuur-2: grond in Amerika — [1364, 1936, 1484, 1951]
paragraph: Hier wordt aan een nietig mens goddelijke macht toegeschreven. — [35, 794, 258, 817]
rule — [280, 623, 546, 624]
paragraph: Bevallen. C. M. Eeser—Kennephol, z.; J. Bruinsz—de Vos, z.; H. Weerd—van Splunter, d.; H. P. Pieterse—van Eilsen d.; D. Knöps—de Leeuw, d.; A. M. van Wezel—Tuns; d. J. Koert—Kamerling, d.; K. van den Berge—van Loon, d.; P. M. Koole—Kolkema z.; S. Tiggelman—Notoboom, d.; M. C. Versaevel—van Peperzeel, z.; A. Quist—de Ruiter, d.; M. J. E. Los—Poots, z.; H. M. Olivier—van Zielst, z. — [1114, 1784, 1316, 1904]
newspaper-name: "EILANDEN-NIEUWS" — [702, 145, 872, 158]
paragraph: De geallieerde hoge commissie heeft aan de West Duitse bonds regering dringend verzocht maatregelen te nemen tegen de stroom van Oost Duitse vluchtelingen. — [35, 1505, 258, 1552]
paragraph: Omdat de Sowjet Unie zelf geen maatregelen neemt, gaat men van de gedachte uit, dat deze uittocht niet onwelgevallig is. Hoe groter de economische moeilijkheden worden, hoe liever Rusland dit ziet, omdat daardoor een haard van verzet geschapen wordt. — [35, 1724, 258, 1797]
paragraph: — Predikbeurten 1e Kerstdag. Ned. Herv. Kerk av. 6 uur Ds Postma. Ger. Kerk voorm. 10 en nam. 3 uur Ds Allard van Baarn. — [1114, 1334, 1316, 1382]
paragraph: Geen woorden van hem en liefst met de nodige vakkennis bekende, een man met een gave van het orgelbouw en interpretatie nieuw, ook met aandacht, van het orgel te kennen in het eerste deel, met de klankkleur van dit orgel mee. — [844, 590, 1093, 649]
subhead-ouddorp: OUDDORP — [938, 1316, 999, 1328]
paragraph: Bij de Uitgeverij J. H. Kok te Kampen N.V. verschen weer een zeer mooi uitgave, nl. Het leed van Gods Schepping, door Dr John de Vries. — [1337, 1057, 1512, 1105]
subhead-syrie: Syrië — [230, 1000, 258, 1012]
purol-advertisement — [35, 954, 258, 992]
paragraph: — Predikbeurten 1e Kerstdag. Ned. Herv. Kerk voorm. 9.30 uur dhr Neijenhuis uit de Langstraat en av. 6 uur Ds Bouwmeester. Geref. Gem. 2 x lezen. — [1114, 1402, 1316, 1450]
paragraph: — Dhr W. Breen is eervol ontslag verleend als onderbrandmeester bij de Vrijwillige brandweer, wegens vertrek naar Nieuwe Tonge. Daar deze open gevallen plaats in de brandweer hebben zich reeds een aantal personen aangemeld. — [844, 1548, 1093, 1607]
subhead-streekmuseum: Tentoonstelling in de R.H.B.S. — [1350, 671, 1498, 681]
paragraph: — Mond- en Klauwzeer. Onder het vee van de landbouwer A. L. J. is mond- en klauwzeer geconstateerd. — [1114, 1695, 1316, 1730]
paragraph: U mijnheer de redacteur dankend voor de plaatsruimte. — [280, 1507, 546, 1530]
poem-line: O, leider van het volk. — [61, 750, 163, 761]
paragraph: Geen beter cadeau kunnen ouders hun kinderen geven — wij menen dat het boek ook aan hen geeft — dan dit boek. Het boek is niet duur. Het is niet duur: fraai gebonden f 4.90. — [1337, 1837, 1512, 1897]
ad-shop-name: Mevr. M. VAN SETERS — [910, 909, 1026, 920]
ad-line: WED. KUIVINKS DROGISTERIJ — [880, 1282, 1022, 1293]
column-rule — [1326, 177, 1327, 2201]
column-nieuwe-tonge-burgerlijke-stand — [1108, 177, 1321, 2201]
rule — [280, 1551, 546, 1552]
district-label: Dirksland-Herkingen-Melissant: — [567, 768, 733, 779]
subhead-sowjet-unie: Sowjet Unie — [194, 210, 258, 222]
poem-line: „O, grote Stalin — [61, 735, 133, 746]
